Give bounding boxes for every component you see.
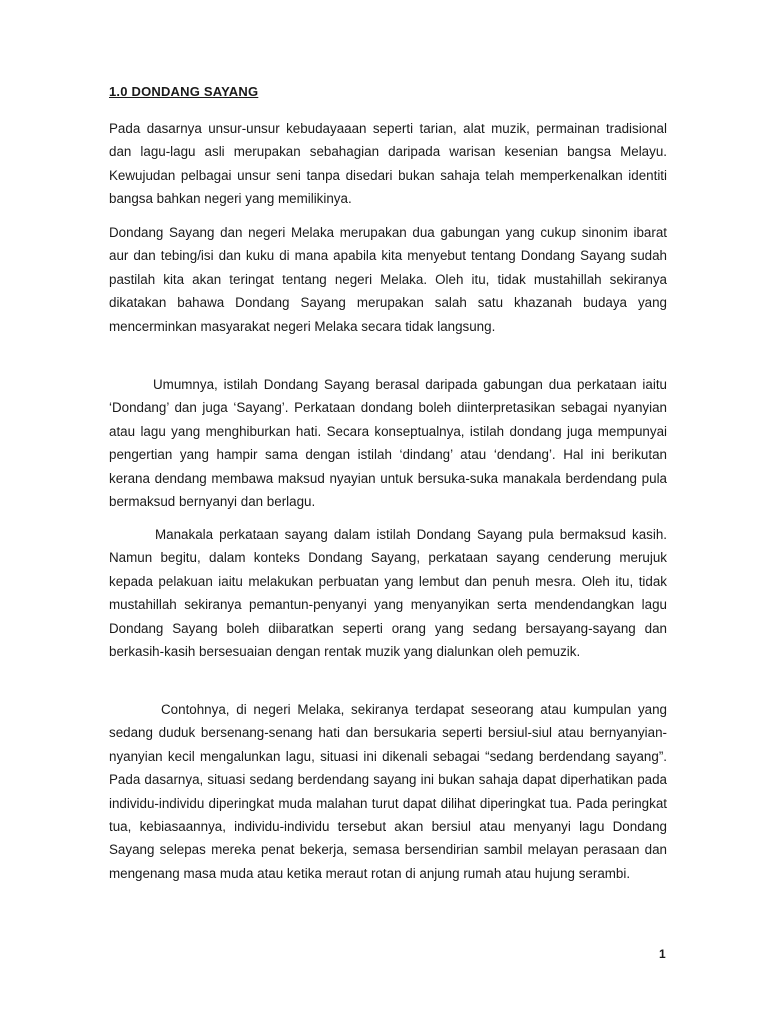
section-heading: 1.0 DONDANG SAYANG <box>109 84 259 99</box>
paragraph-2: Dondang Sayang dan negeri Melaka merupakan dua gabungan yang cukup sinonim ibarat aur dan tebing/isi dan kuku di mana apabila kita menyebut tentang Dondang Sayang sudah pastilah kita akan teringat tentang negeri Melaka. Oleh itu, tidak mustahillah sekiranya dikatakan bahawa Dondang Sayang merupakan salah satu khazanah budaya yang mencerminkan masyarakat negeri Melaka secara tidak langsung. <box>109 225 667 334</box>
paragraph-5: Contohnya, di negeri Melaka, sekiranya terdapat seseorang atau kumpulan yang sedang duduk bersenang-senang hati dan bersukaria seperti bersiul-siul atau bernyanyian-nyanyian kecil mengalunkan lagu, situasi ini dikenali sebagai “sedang berdendang sayang”. Pada dasarnya, situasi sedang berdendang sayang ini bukan sahaja dapat diperhatikan pada individu-individu diperingkat muda malahan turut dapat dilihat diperingkat tua. Pada peringkat tua, kebiasaannya, individu-individu tersebut akan bersiul atau menyanyi lagu Dondang Sayang selepas mereka penat bekerja, semasa bersendirian sambil melayan perasaan dan mengenang masa muda atau ketika meraut rotan di anjung rumah atau hujung serambi. <box>109 702 667 881</box>
paragraph-4: Manakala perkataan sayang dalam istilah Dondang Sayang pula bermaksud kasih. Namun begitu, dalam konteks Dondang Sayang, perkataan sayang cenderung merujuk kepada pelakuan iaitu melakukan perbuatan yang lembut dan penuh mesra. Oleh itu, tidak mustahillah sekiranya pemantun-penyanyi yang menyanyikan serta mendendangkan lagu Dondang Sayang boleh diibaratkan seperti orang yang sedang bersayang-sayang dan berkasih-kasih bersesuaian dengan rentak muzik yang dialunkan oleh pemuzik. <box>109 527 667 660</box>
paragraph-3: Umumnya, istilah Dondang Sayang berasal daripada gabungan dua perkataan iaitu ‘Dondang’ dan juga ‘Sayang’. Perkataan dondang boleh diinterpretasikan sebagai nyanyian atau lagu yang menghiburkan hati. Secara konseptualnya, istilah dondang juga mempunyai pengertian yang hampir sama dengan istilah ‘dindang’ atau ‘dendang’. Hal ini berikutan kerana dendang membawa maksud nyayian untuk bersuka-suka manakala berdendang pula bermaksud bernyanyi dan berlagu. <box>109 377 667 510</box>
page-number: 1 <box>659 947 666 961</box>
paragraph-1: Pada dasarnya unsur-unsur kebudayaaan seperti tarian, alat muzik, permainan tradisional dan lagu-lagu asli merupakan sebahagian daripada warisan kesenian bangsa Melayu. Kewujudan pelbagai unsur seni tanpa disedari bukan sahaja telah memperkenalkan identiti bangsa bahkan negeri yang memilikinya. <box>109 121 667 207</box>
